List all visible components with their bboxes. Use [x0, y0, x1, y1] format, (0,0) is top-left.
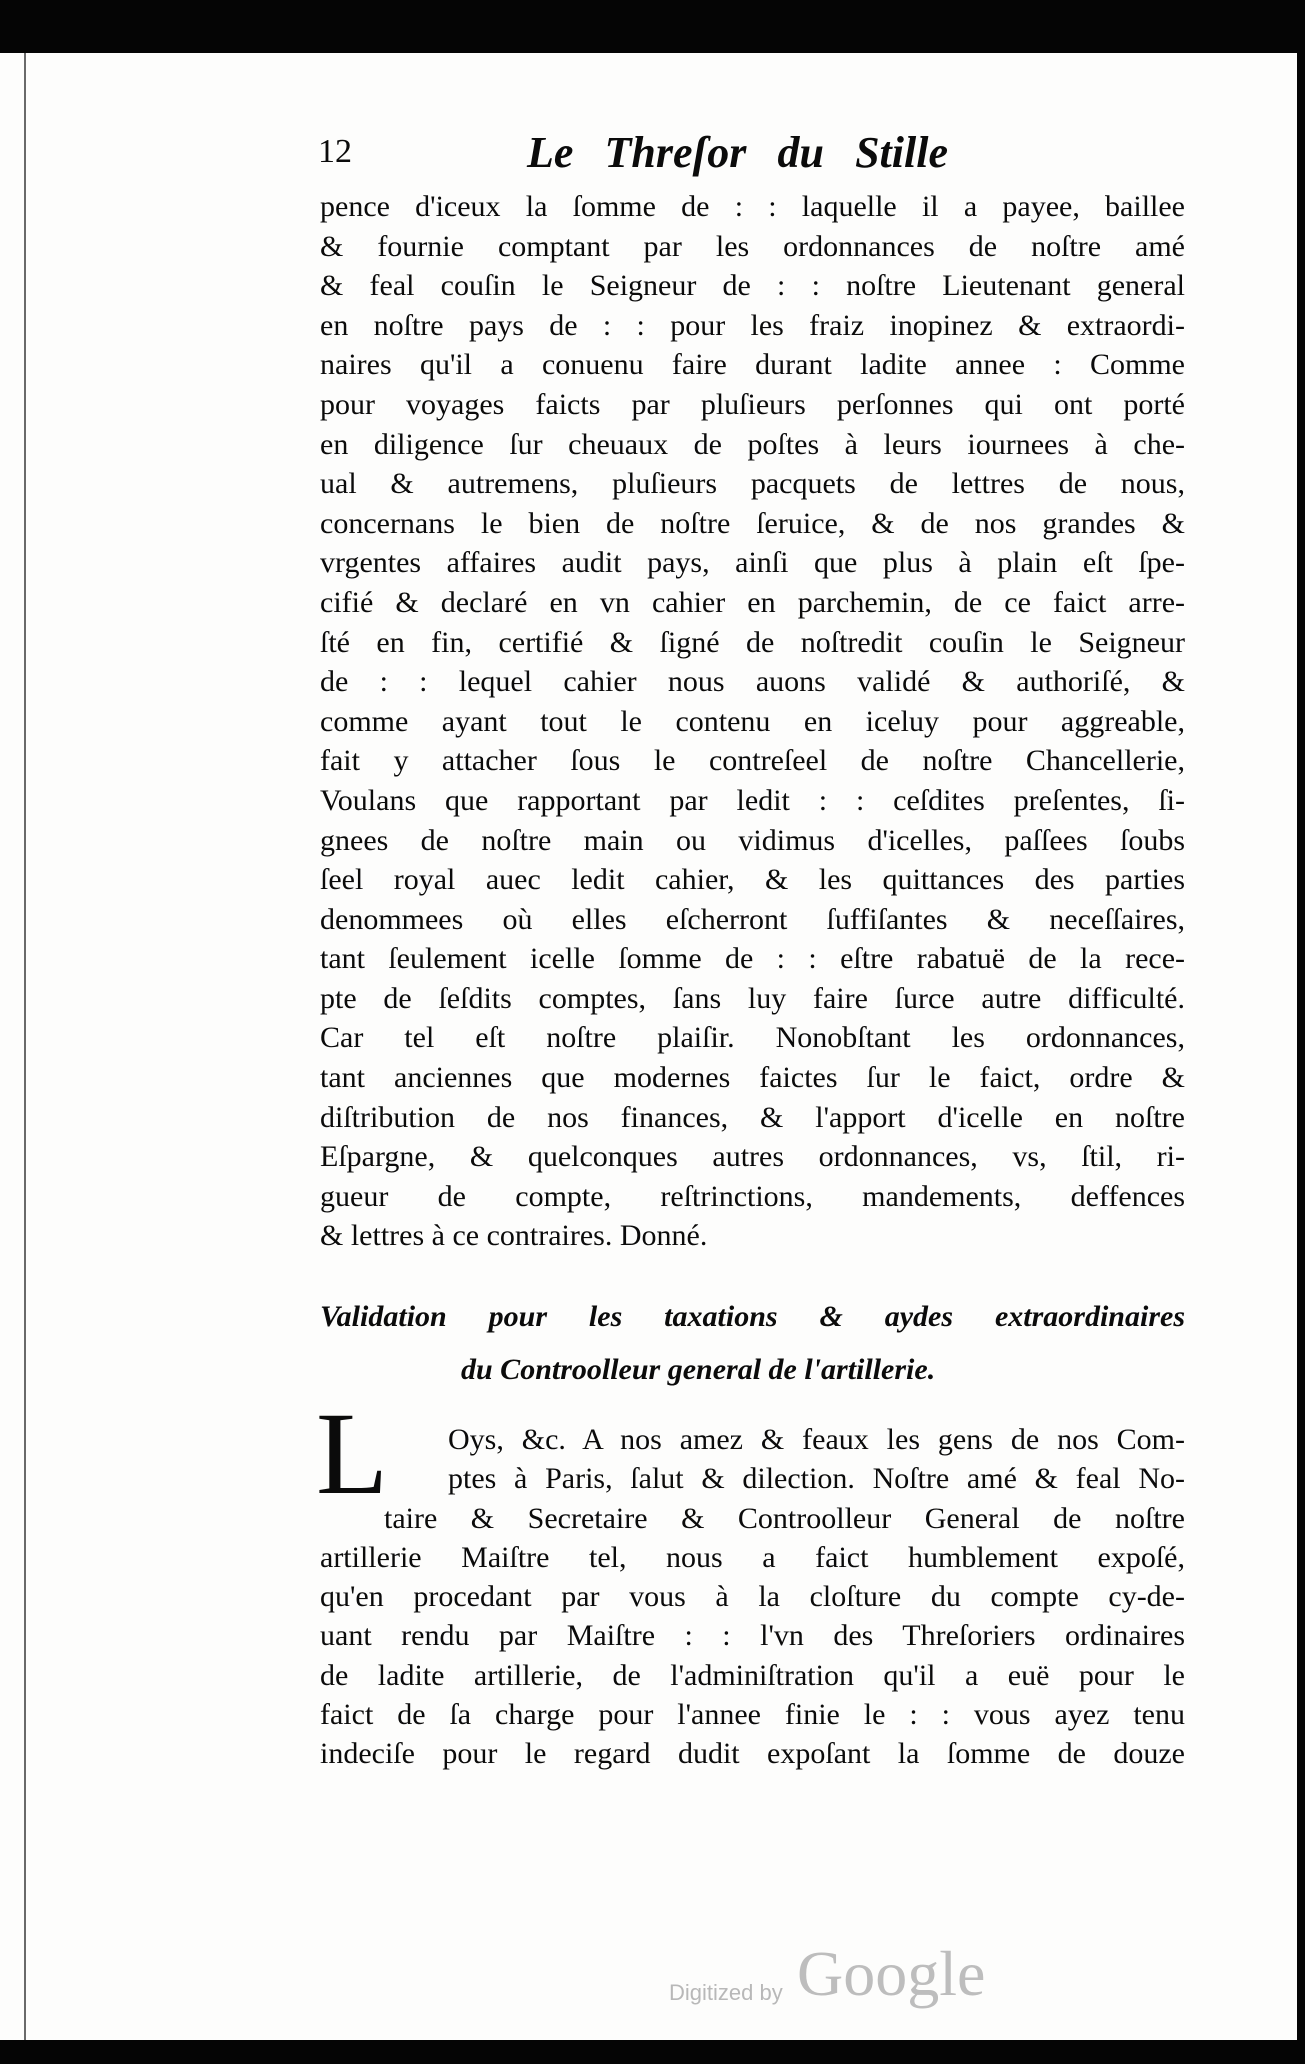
section-heading — [320, 1290, 1185, 1396]
heading-line: Validation pour les taxations & aydes extraordinaires — [320, 1300, 1185, 1333]
paragraph-2 — [320, 1420, 1185, 1774]
text-line: pte de ſeſdits comptes, ſans luy faire ſurce autre difficulté. — [320, 981, 1185, 1015]
text-line: uant rendu par Maiſtre : : l'vn des Threſoriers ordinaires — [320, 1619, 1185, 1653]
drop-cap: L — [316, 1388, 389, 1519]
text-line: comme ayant tout le contenu en iceluy pour aggreable, — [320, 704, 1185, 738]
text-line: Car tel eſt noſtre plaiſir. Nonobſtant les ordonnances, — [320, 1021, 1185, 1055]
text-line: en noſtre pays de : : pour les fraiz inopinez & extraordi- — [320, 308, 1185, 342]
running-title: Le Threſor du Stille — [527, 128, 948, 177]
text-line: Oys, &c. A nos amez & feaux les gens de nos Com- — [448, 1423, 1185, 1456]
text-line: denommees où elles eſcherront ſuffiſantes & neceſſaires, — [320, 902, 1185, 936]
text-line: de ladite artillerie, de l'adminiſtration qu'il a euë pour le — [320, 1658, 1185, 1692]
text-line: naires qu'il a conuenu faire durant ladite annee : Comme — [320, 348, 1185, 382]
text-line: pence d'iceux la ſomme de : : laquelle il a payee, baillee — [320, 190, 1185, 223]
text-line: qu'en procedant par vous à la cloſture du compte cy-de- — [320, 1580, 1185, 1614]
text-line: de : : lequel cahier nous auons validé & authoriſé, & — [320, 665, 1185, 699]
scan-border-top — [0, 0, 1305, 53]
text-line: ual & autremens, pluſieurs pacquets de lettres de nous, — [320, 467, 1185, 501]
text-line: en diligence ſur cheuaux de poſtes à leurs iournees à che- — [320, 427, 1185, 461]
text-line: ptes à Paris, ſalut & dilection. Noſtre amé & feal No- — [448, 1462, 1185, 1496]
text-line: & lettres à ce contraires. Donné. — [320, 1219, 708, 1253]
text-line: & feal couſin le Seigneur de : : noſtre Lieutenant general — [320, 269, 1185, 303]
scan-border-right — [1297, 0, 1305, 2064]
text-line: ſeel royal auec ledit cahier, & les quittances des parties — [320, 863, 1185, 897]
text-line: vrgentes affaires audit pays, ainſi que plus à plain eſt ſpe- — [320, 546, 1185, 580]
text-line: concernans le bien de noſtre ſeruice, & de nos grandes & — [320, 506, 1185, 540]
text-line: gueur de compte, reſtrinctions, mandements, deffences — [320, 1179, 1185, 1213]
page-edge-line — [24, 53, 26, 2040]
text-line: fait y attacher ſous le contreſeel de noſtre Chancellerie, — [320, 744, 1185, 778]
scan-border-bottom — [0, 2040, 1305, 2064]
text-line: cifié & declaré en vn cahier en parchemin, de ce faict arre- — [320, 585, 1185, 619]
heading-line: du Controolleur general de l'artillerie. — [461, 1353, 936, 1386]
text-line: faict de ſa charge pour l'annee finie le : : vous ayez tenu — [320, 1698, 1185, 1732]
text-line: artillerie Maiſtre tel, nous a faict humblement expoſé, — [320, 1540, 1185, 1574]
text-line: pour voyages faicts par pluſieurs perſonnes qui ont porté — [320, 387, 1185, 421]
watermark-prefix: Digitized by — [669, 1980, 783, 2005]
watermark-logo: Google — [797, 1938, 986, 2009]
paragraph-1 — [320, 187, 1185, 1256]
text-line: tant anciennes que modernes faictes ſur le faict, ordre & — [320, 1061, 1185, 1095]
text-line: diſtribution de nos finances, & l'apport d'icelle en noſtre — [320, 1100, 1185, 1134]
text-line: Voulans que rapportant par ledit : : ceſdites preſentes, ſi- — [320, 783, 1185, 817]
text-line: & fournie comptant par les ordonnances de noſtre amé — [320, 229, 1185, 263]
text-line: gnees de noſtre main ou vidimus d'icelles, paſſees ſoubs — [320, 823, 1185, 857]
text-line: taire & Secretaire & Controolleur General de noſtre — [384, 1501, 1185, 1535]
text-line: ſté en fin, certifié & ſigné de noſtredit couſin le Seigneur — [320, 625, 1185, 659]
text-line: tant ſeulement icelle ſomme de : : eſtre rabatuë de la rece- — [320, 942, 1185, 976]
text-line: Eſpargne, & quelconques autres ordonnances, vs, ſtil, ri- — [320, 1140, 1185, 1174]
page-number: 12 — [318, 133, 352, 170]
text-line: indeciſe pour le regard dudit expoſant la ſomme de douze — [320, 1737, 1185, 1771]
